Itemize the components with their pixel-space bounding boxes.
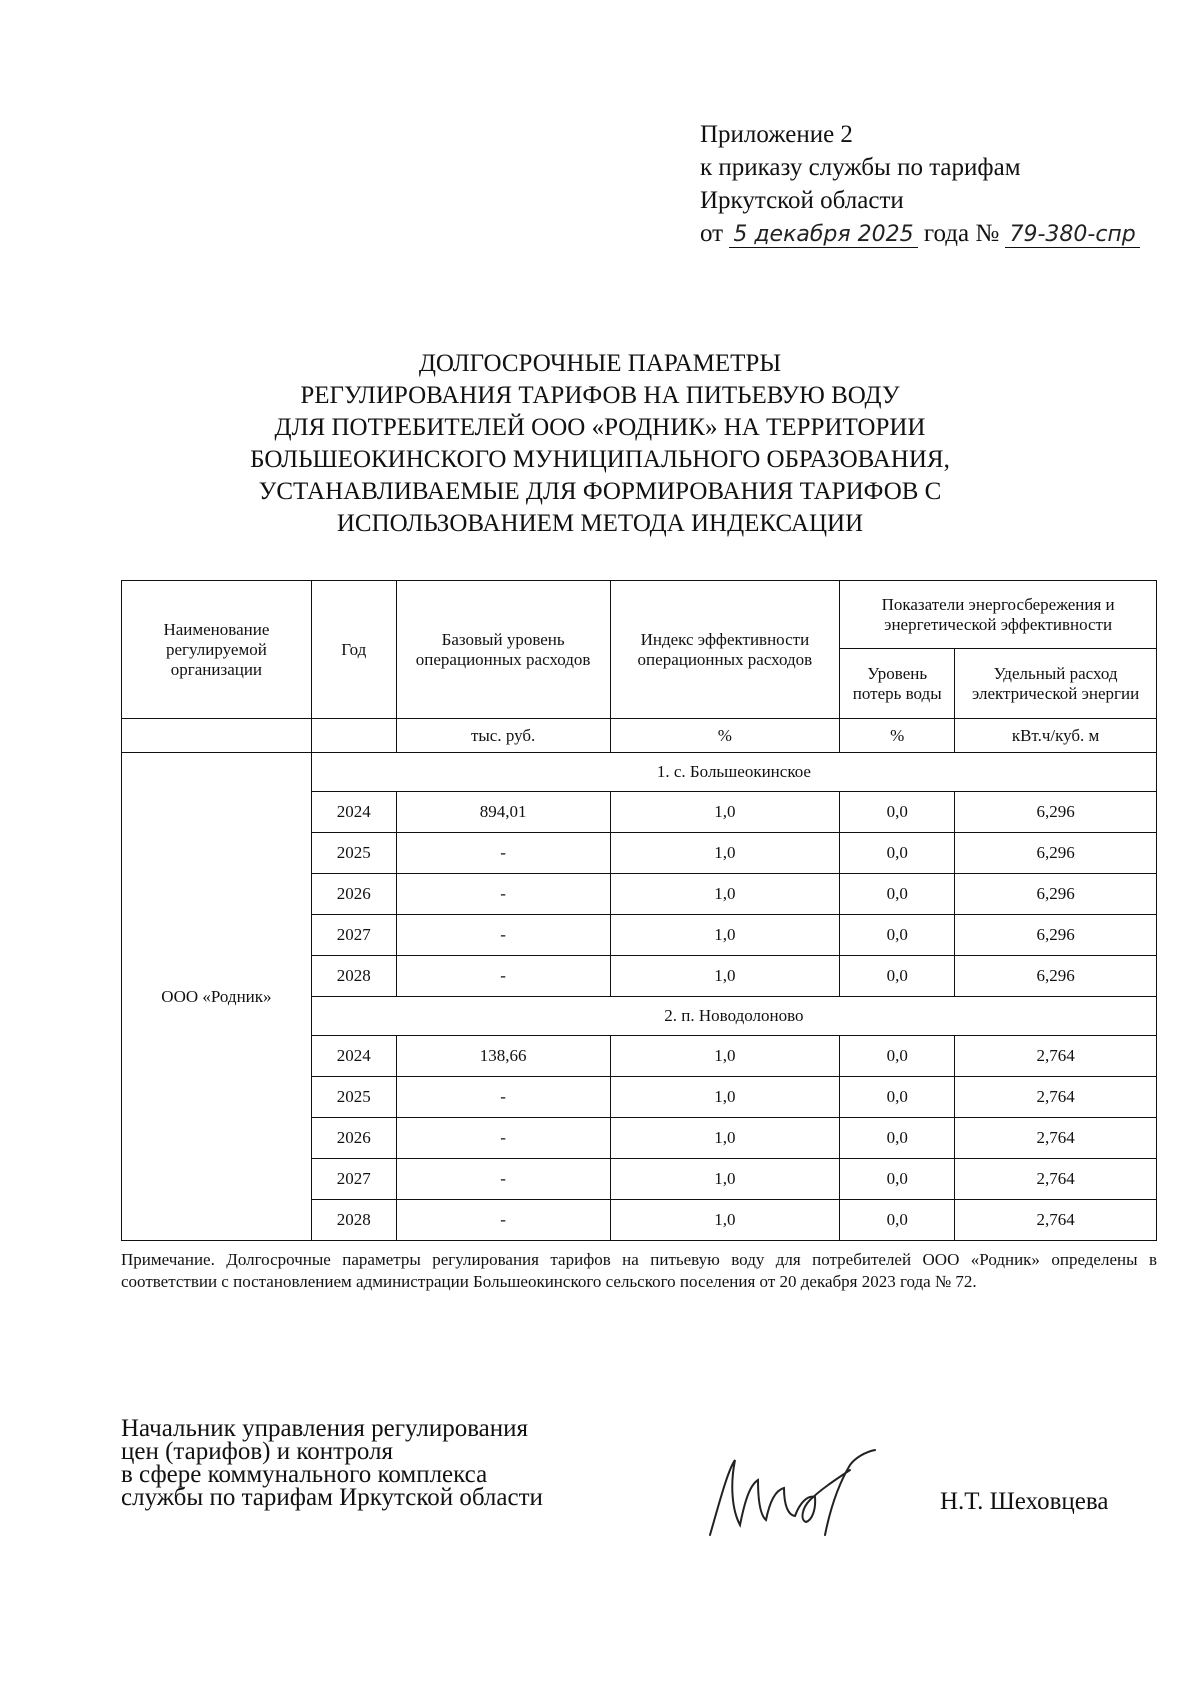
header-base: Базовый уровень операционных расходов — [396, 581, 610, 719]
appendix-block — [700, 118, 1140, 251]
cell-index: 1,0 — [610, 956, 840, 997]
title-line4: БОЛЬШЕОКИНСКОГО МУНИЦИПАЛЬНОГО ОБРАЗОВАНИЯ, — [250, 446, 950, 473]
cell-losses: 0,0 — [840, 1200, 955, 1241]
appendix-line2: к приказу службы по тарифам — [700, 154, 1021, 181]
cell-index: 1,0 — [610, 915, 840, 956]
handwritten-number: 79-380-спр — [1005, 222, 1139, 248]
cell-base: 138,66 — [396, 1036, 610, 1077]
cell-index: 1,0 — [610, 1036, 840, 1077]
cell-specific: 2,764 — [955, 1159, 1157, 1200]
cell-year: 2028 — [311, 1200, 396, 1241]
cell-specific: 2,764 — [955, 1118, 1157, 1159]
handwritten-date: 5 декабря 2025 — [729, 222, 917, 248]
cell-losses: 0,0 — [840, 956, 955, 997]
cell-specific: 6,296 — [955, 792, 1157, 833]
cell-index: 1,0 — [610, 1200, 840, 1241]
cell-base: 894,01 — [396, 792, 610, 833]
cell-index: 1,0 — [610, 1118, 840, 1159]
units-empty-org — [122, 719, 312, 753]
cell-specific: 2,764 — [955, 1200, 1157, 1241]
cell-losses: 0,0 — [840, 915, 955, 956]
title-line5: УСТАНАВЛИВАЕМЫЕ ДЛЯ ФОРМИРОВАНИЯ ТАРИФОВ С — [258, 478, 942, 505]
cell-losses: 0,0 — [840, 1077, 955, 1118]
parameters-table — [121, 580, 1157, 1241]
signer-line4: службы по тарифам Иркутской области — [121, 1484, 543, 1511]
title-line2: РЕГУЛИРОВАНИЯ ТАРИФОВ НА ПИТЬЕВУЮ ВОДУ — [300, 382, 900, 409]
title-line3: ДЛЯ ПОТРЕБИТЕЛЕЙ ООО «РОДНИК» НА ТЕРРИТОРИИ — [274, 414, 926, 441]
cell-index: 1,0 — [610, 1077, 840, 1118]
cell-year: 2024 — [311, 792, 396, 833]
cell-index: 1,0 — [610, 833, 840, 874]
handwritten-signature — [700, 1440, 900, 1550]
table-body — [122, 753, 1157, 1241]
cell-year: 2026 — [311, 1118, 396, 1159]
cell-base: - — [396, 1200, 610, 1241]
cell-index: 1,0 — [610, 874, 840, 915]
date-prefix: от — [700, 220, 724, 247]
cell-year: 2025 — [311, 833, 396, 874]
cell-base: - — [396, 1118, 610, 1159]
signer-block — [121, 1417, 543, 1509]
cell-index: 1,0 — [610, 1159, 840, 1200]
header-org: Наименование регулируемой организации — [122, 581, 312, 719]
year-word: года № — [923, 220, 1000, 247]
cell-year: 2025 — [311, 1077, 396, 1118]
cell-losses: 0,0 — [840, 1159, 955, 1200]
cell-year: 2024 — [311, 1036, 396, 1077]
cell-year: 2026 — [311, 874, 396, 915]
cell-specific: 6,296 — [955, 915, 1157, 956]
units-empty-year — [311, 719, 396, 753]
title-line6: ИСПОЛЬЗОВАНИЕМ МЕТОДА ИНДЕКСАЦИИ — [336, 510, 864, 537]
cell-specific: 2,764 — [955, 1077, 1157, 1118]
cell-base: - — [396, 956, 610, 997]
header-index: Индекс эффективности операционных расходов — [610, 581, 840, 719]
section-title: 2. п. Новодолоново — [311, 997, 1156, 1036]
cell-base: - — [396, 1159, 610, 1200]
document-title — [200, 348, 1000, 540]
cell-specific: 2,764 — [955, 1036, 1157, 1077]
header-specific: Удельный расход электрической энергии — [955, 649, 1157, 719]
header-year: Год — [311, 581, 396, 719]
unit-specific: кВт.ч/куб. м — [955, 719, 1157, 753]
cell-losses: 0,0 — [840, 1036, 955, 1077]
cell-specific: 6,296 — [955, 833, 1157, 874]
cell-year: 2028 — [311, 956, 396, 997]
cell-base: - — [396, 915, 610, 956]
cell-losses: 0,0 — [840, 1118, 955, 1159]
cell-base: - — [396, 874, 610, 915]
unit-index: % — [610, 719, 840, 753]
unit-base: тыс. руб. — [396, 719, 610, 753]
signer-line3: в сфере коммунального комплекса — [121, 1461, 488, 1488]
cell-specific: 6,296 — [955, 874, 1157, 915]
appendix-line1: Приложение 2 — [700, 121, 853, 148]
cell-losses: 0,0 — [840, 792, 955, 833]
cell-index: 1,0 — [610, 792, 840, 833]
table-note: Примечание. Долгосрочные параметры регулирования тарифов на питьевую воду для потребителей ООО «Родник» определены в соответствии с постановлением администрации Большеокинского сельского поселения от 20 декабря 2023 года № 72. — [121, 1250, 1157, 1291]
organization-cell: ООО «Родник» — [122, 753, 312, 1241]
cell-specific: 6,296 — [955, 956, 1157, 997]
header-energy-group: Показатели энергосбережения и энергетической эффективности — [840, 581, 1157, 649]
header-losses: Уровень потерь воды — [840, 649, 955, 719]
cell-losses: 0,0 — [840, 833, 955, 874]
appendix-date-line — [700, 217, 1140, 251]
cell-base: - — [396, 1077, 610, 1118]
signer-name: Н.Т. Шеховцева — [940, 1488, 1109, 1515]
unit-losses: % — [840, 719, 955, 753]
signer-line2: цен (тарифов) и контроля — [121, 1438, 393, 1465]
cell-year: 2027 — [311, 915, 396, 956]
cell-base: - — [396, 833, 610, 874]
cell-year: 2027 — [311, 1159, 396, 1200]
cell-losses: 0,0 — [840, 874, 955, 915]
section-title: 1. с. Большеокинское — [311, 753, 1156, 792]
appendix-line3: Иркутской области — [700, 187, 904, 214]
signer-line1: Начальник управления регулирования — [121, 1415, 529, 1442]
title-line1: ДОЛГОСРОЧНЫЕ ПАРАМЕТРЫ — [418, 350, 782, 377]
